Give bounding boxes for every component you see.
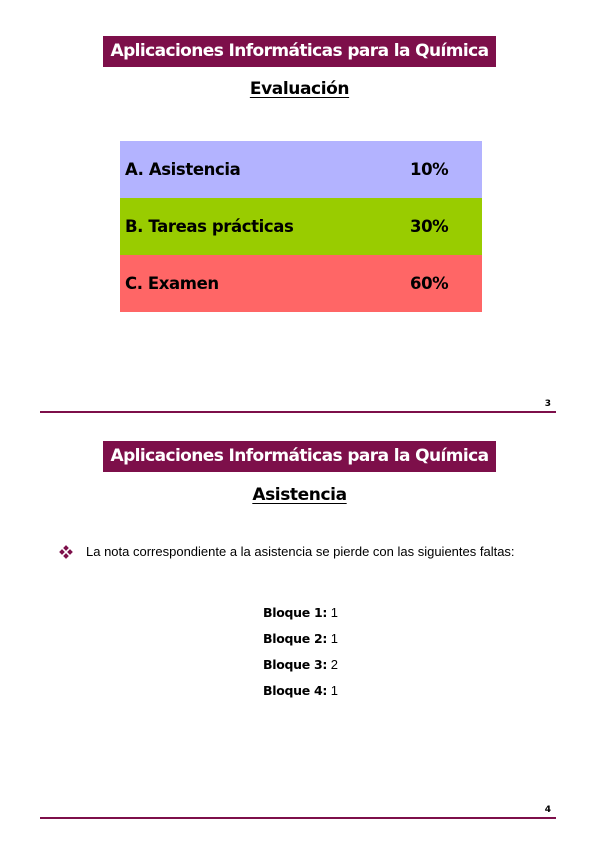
slide-asistencia xyxy=(0,420,599,840)
bloque-label: Bloque 4: xyxy=(263,683,328,698)
page-number: 4 xyxy=(544,805,551,815)
eval-row-label: C. Examen xyxy=(125,274,219,293)
eval-row-tareas xyxy=(120,198,482,255)
eval-row-label: B. Tareas prácticas xyxy=(125,217,294,236)
footer-divider xyxy=(40,817,556,819)
bloque-item xyxy=(263,600,338,626)
slide-title-banner: Aplicaciones Informáticas para la Química xyxy=(103,36,496,67)
bloque-label: Bloque 1: xyxy=(263,605,328,620)
bloques-list xyxy=(263,600,338,704)
bloque-value: 1 xyxy=(330,605,338,620)
section-heading: Evaluación xyxy=(249,79,350,99)
eval-row-asistencia xyxy=(120,141,482,198)
eval-row-percentage: 10% xyxy=(410,160,449,179)
slide-evaluacion xyxy=(0,0,599,420)
bullet-text: La nota correspondiente a la asistencia se pierde con las siguientes faltas: xyxy=(86,544,515,559)
diamond-bullet-icon xyxy=(60,546,72,558)
section-heading: Asistencia xyxy=(252,485,347,505)
evaluation-table xyxy=(120,141,482,312)
bloque-item xyxy=(263,626,338,652)
eval-row-label: A. Asistencia xyxy=(125,160,241,179)
footer-divider xyxy=(40,411,556,413)
bloque-label: Bloque 3: xyxy=(263,657,328,672)
bullet-item xyxy=(60,544,515,559)
bloque-item xyxy=(263,652,338,678)
eval-row-percentage: 30% xyxy=(410,217,449,236)
eval-row-examen xyxy=(120,255,482,312)
bloque-value: 1 xyxy=(330,631,338,646)
bloque-value: 1 xyxy=(330,683,338,698)
slide-title-banner: Aplicaciones Informáticas para la Química xyxy=(103,441,496,472)
bloque-value: 2 xyxy=(330,657,338,672)
page-number: 3 xyxy=(544,399,551,409)
bloque-label: Bloque 2: xyxy=(263,631,328,646)
eval-row-percentage: 60% xyxy=(410,274,449,293)
bloque-item xyxy=(263,678,338,704)
